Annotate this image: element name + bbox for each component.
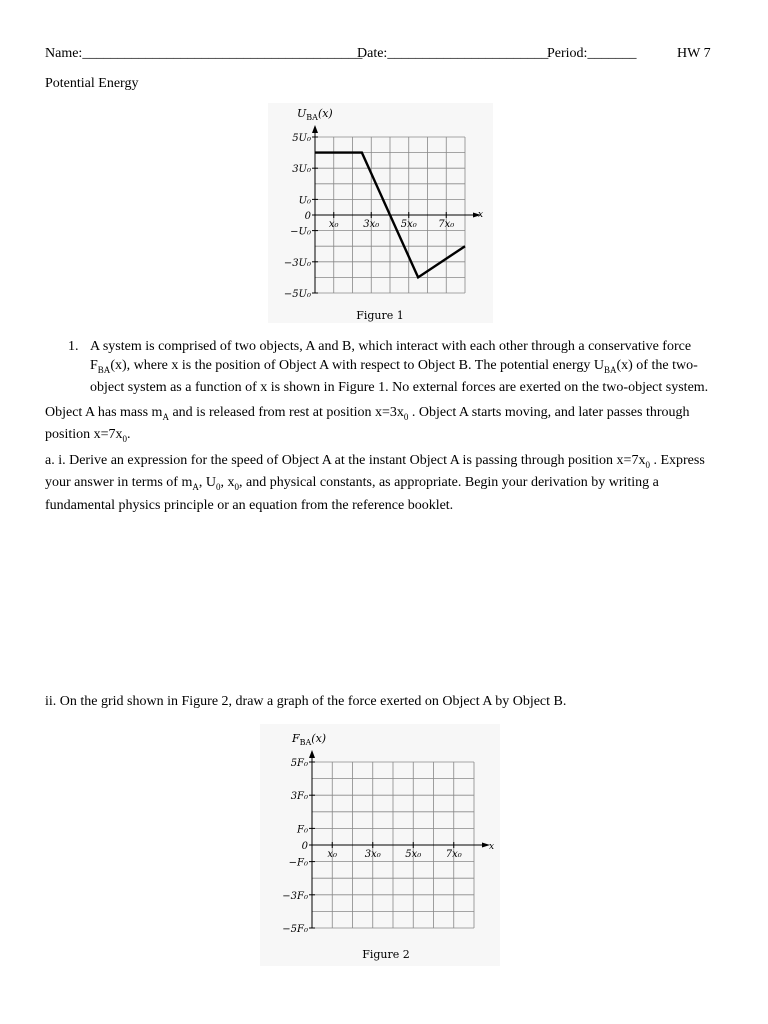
figure-2-force-grid bbox=[260, 724, 500, 966]
figure-2-x-axis-label: x bbox=[489, 842, 495, 852]
x-tick-label: 3x₀ bbox=[364, 849, 381, 860]
x-tick-label: x₀ bbox=[327, 849, 338, 860]
y-tick-label: 0 bbox=[304, 211, 311, 222]
y-tick-label: −5U₀ bbox=[283, 289, 311, 300]
question-1-text: A system is comprised of two objects, A and B, which interact with each other through a conservative force $F_{BA}(x)$, where x is the position of Object A with respect to Object B. The potential energy $U_{BA}(x)$ of the two-object system as a function of x is shown in Figure 1. No external forces are exerted on the two-object system. bbox=[90, 339, 709, 395]
y-tick-label: F₀ bbox=[297, 824, 308, 836]
y-tick-label: U₀ bbox=[298, 195, 311, 207]
y-tick-label: 5U₀ bbox=[292, 133, 311, 144]
figure-2-y-axis-label: $F_{BA}(x)$ bbox=[292, 732, 327, 747]
x-tick-label: 5x₀ bbox=[405, 849, 422, 860]
part-a-ii: ii. On the grid shown in Figure 2, draw a graph of the force exerted on Object A by Object B. bbox=[45, 694, 567, 709]
date-field: Date:_______________________ bbox=[357, 46, 549, 61]
x-tick-label: 7x₀ bbox=[438, 219, 455, 230]
figure-2-caption: Figure 2 bbox=[362, 948, 410, 961]
period-field: Period:_______ bbox=[547, 46, 637, 61]
y-tick-label: −U₀ bbox=[290, 226, 311, 238]
y-tick-label: −3U₀ bbox=[283, 257, 311, 269]
topic-title: Potential Energy bbox=[45, 76, 139, 91]
part-a-i: a. i. Derive an expression for the speed of Object A at the instant Object A is passing through position $x=7x_0$ . Express your answer in terms of $m_A$, $U_0$, $x_0$, and physical constants, as appropriate. Begin your derivation by writing a fundamental physics principle or an equation from the reference booklet. bbox=[45, 453, 705, 513]
x-tick-label: 3x₀ bbox=[363, 219, 380, 230]
y-tick-label: 3U₀ bbox=[292, 164, 311, 176]
x-tick-label: 7x₀ bbox=[445, 849, 462, 860]
given-conditions: Object A has mass $m_A$ and is released from rest at position $x=3x_0$ . Object A starts moving, and later passes through position $x=7x_0$. bbox=[45, 405, 690, 445]
x-tick-label: 5x₀ bbox=[400, 219, 417, 230]
y-tick-label: 3F₀ bbox=[290, 791, 308, 803]
y-tick-label: 5F₀ bbox=[290, 758, 308, 769]
y-tick-label: −3F₀ bbox=[282, 890, 308, 902]
name-field: Name:________________________________________ bbox=[45, 46, 363, 61]
homework-number: HW 7 bbox=[677, 46, 711, 61]
y-tick-label: −5F₀ bbox=[282, 924, 308, 935]
figure-1-y-axis-label: $U_{BA}(x)$ bbox=[297, 107, 333, 122]
figure-1-caption: Figure 1 bbox=[356, 309, 404, 322]
y-tick-label: 0 bbox=[301, 841, 308, 852]
figure-1-potential-energy-graph bbox=[268, 103, 493, 323]
question-number: 1. bbox=[68, 339, 79, 354]
y-tick-label: −F₀ bbox=[288, 857, 308, 869]
x-tick-label: x₀ bbox=[328, 219, 339, 230]
figure-1-x-axis-label: x bbox=[478, 210, 484, 220]
